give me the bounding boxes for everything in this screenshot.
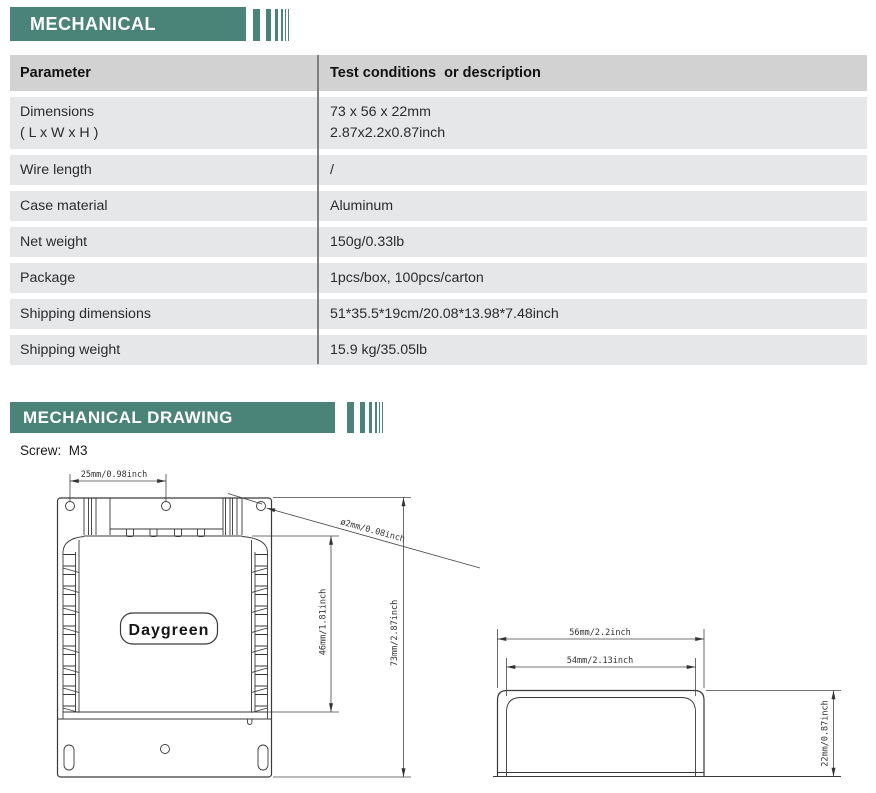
dimension-hole-diameter bbox=[228, 494, 480, 569]
param-value: 51*35.5*19cm/20.08*13.98*7.48inch bbox=[330, 306, 559, 322]
param-value: / bbox=[330, 162, 334, 178]
dim-label-side-height: 22mm/0.87inch bbox=[820, 700, 831, 767]
param-label: Package bbox=[20, 270, 76, 286]
slot-hole-left bbox=[64, 745, 74, 770]
mechanical-drawing bbox=[0, 455, 876, 793]
daygreen-badge bbox=[121, 613, 218, 644]
col-header-parameter: Parameter bbox=[20, 65, 91, 81]
heatsink-fins-right bbox=[252, 540, 268, 713]
table-column-divider bbox=[317, 55, 319, 364]
table-row-shipping-dimensions bbox=[10, 299, 867, 329]
table-row-net-weight bbox=[10, 227, 867, 257]
screw-spec-note: Screw: M3 bbox=[20, 443, 88, 458]
dim-label-hole-spacing: 25mm/0.98inch bbox=[80, 470, 148, 480]
dim-label-inner-height: 46mm/1.81inch bbox=[318, 588, 329, 656]
section-title: MECHANICAL bbox=[30, 13, 156, 34]
mounting-hole-middle bbox=[162, 502, 171, 511]
header-bars-decoration bbox=[347, 402, 383, 433]
dimension-hole-spacing bbox=[70, 470, 166, 501]
slot-hole-right bbox=[258, 745, 268, 770]
header-bars-decoration bbox=[253, 9, 289, 41]
heatsink-fins-left bbox=[63, 540, 79, 713]
param-label: Shipping weight bbox=[20, 342, 121, 358]
table-row-package bbox=[10, 263, 867, 293]
param-value-line2: 2.87x2.2x0.87inch bbox=[330, 125, 446, 141]
param-label: Case material bbox=[20, 198, 108, 214]
param-label: Wire length bbox=[20, 162, 92, 178]
table-row-wire-length bbox=[10, 155, 867, 185]
dimension-side-height bbox=[706, 691, 841, 777]
param-value: Aluminum bbox=[330, 198, 394, 214]
param-label: Dimensions bbox=[20, 104, 95, 120]
bottom-notch bbox=[247, 719, 251, 724]
dim-label-hole-diameter: ø2mm/0.08inch bbox=[339, 517, 406, 545]
param-value: 15.9 kg/35.05lb bbox=[330, 342, 428, 358]
param-value: 150g/0.33lb bbox=[330, 234, 405, 250]
section-header-mechanical-drawing bbox=[10, 402, 335, 433]
table-row-dimensions bbox=[10, 97, 867, 149]
dim-label-outer-height: 73mm/2.87inch bbox=[390, 599, 400, 667]
mounting-hole-left bbox=[66, 502, 75, 511]
mechanical-spec-table bbox=[10, 55, 867, 371]
top-view bbox=[58, 470, 481, 777]
table-header-row bbox=[10, 55, 867, 91]
param-label: Net weight bbox=[20, 234, 88, 250]
param-value: 73 x 56 x 22mm bbox=[330, 104, 431, 120]
bottom-hole bbox=[161, 745, 170, 754]
param-label-line2: ( L x W x H ) bbox=[20, 125, 99, 141]
daygreen-logo-text: Daygreen bbox=[128, 622, 210, 639]
dim-label-side-inner-width: 54mm/2.13inch bbox=[566, 656, 634, 666]
col-header-test-conditions: Test conditions or description bbox=[330, 65, 541, 81]
side-view bbox=[493, 628, 841, 777]
table-row-shipping-weight bbox=[10, 335, 867, 365]
table-row-case-material bbox=[10, 191, 867, 221]
dim-label-side-outer-width: 56mm/2.2inch bbox=[569, 628, 631, 638]
section-title: MECHANICAL DRAWING bbox=[23, 407, 233, 427]
section-header-mechanical bbox=[10, 7, 246, 41]
param-label: Shipping dimensions bbox=[20, 306, 151, 322]
param-value: 1pcs/box, 100pcs/carton bbox=[330, 270, 484, 286]
